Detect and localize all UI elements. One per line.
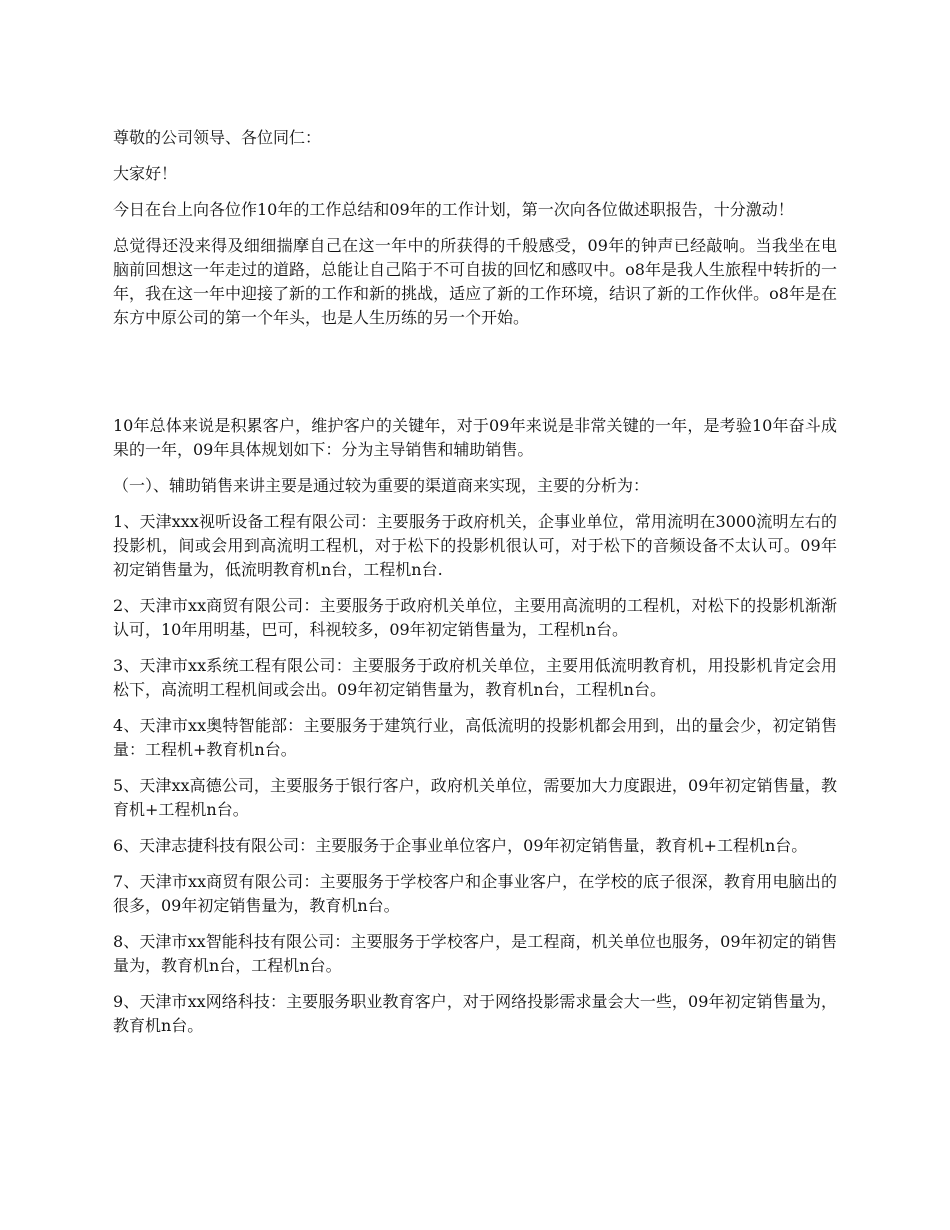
list-item: 2、天津市xx商贸有限公司：主要服务于政府机关单位，主要用高流明的工程机，对松下的投影机渐渐认可，10年用明基，巴可，科视较多，09年初定销售量为，工程机n台。 — [113, 596, 837, 639]
list-item: 8、天津市xx智能科技有限公司：主要服务于学校客户，是工程商，机关单位也服务，09年初定的销售量为，教育机n台，工程机n台。 — [113, 932, 837, 975]
document-body — [113, 126, 837, 1050]
salutation-line: 大家好！ — [113, 164, 178, 183]
list-item: 7、天津市xx商贸有限公司：主要服务于学校客户和企事业客户，在学校的底子很深，教育用电脑出的很多，09年初定销售量为，教育机n台。 — [113, 872, 837, 915]
section-one-heading: （一）、辅助销售来讲主要是通过较为重要的渠道商来实现，主要的分析为： — [113, 476, 650, 495]
list-item: 3、天津市xx系统工程有限公司：主要服务于政府机关单位，主要用低流明教育机，用投影机肯定会用松下，高流明工程机间或会出。09年初定销售量为，教育机n台，工程机n台。 — [113, 656, 837, 699]
list-item: 5、天津xx高德公司，主要服务于银行客户，政府机关单位，需要加大力度跟进，09年初定销售量，教育机+工程机n台。 — [113, 776, 837, 819]
intro-paragraph: 今日在台上向各位作10年的工作总结和09年的工作计划，第一次向各位做述职报告，十分激动！ — [113, 200, 794, 219]
list-item: 6、天津志捷科技有限公司：主要服务于企事业单位客户，09年初定销售量，教育机+工程机n台。 — [113, 836, 808, 855]
list-item: 4、天津市xx奥特智能部：主要服务于建筑行业，高低流明的投影机都会用到，出的量会少，初定销售量：工程机+教育机n台。 — [113, 716, 837, 759]
list-item: 1、天津xxx视听设备工程有限公司：主要服务于政府机关，企事业单位，常用流明在3000流明左右的投影机，间或会用到高流明工程机，对于松下的投影机很认可，对于松下的音频设备不太认可。09年初定销售量为，低流明教育机n台，工程机n台. — [113, 512, 837, 579]
reflection-paragraph: 总觉得还没来得及细细揣摩自己在这一年中的所获得的千般感受，09年的钟声已经敲响。当我坐在电脑前回想这一年走过的道路，总能让自己陷于不可自拔的回忆和感叹中。o8年是我人生旅程中转折的一年，我在这一年中迎接了新的工作和新的挑战，适应了新的工作环境，结识了新的工作伙伴。o8年是在东方中原公司的第一个年头，也是人生历练的另一个开始。 — [113, 236, 837, 327]
blank-gap — [113, 342, 837, 414]
list-item: 9、天津市xx网络科技：主要服务职业教育客户，对于网络投影需求量会大一些，09年初定销售量为，教育机n台。 — [113, 992, 837, 1035]
greeting-line: 尊敬的公司领导、各位同仁： — [113, 128, 322, 147]
plan-summary-paragraph: 10年总体来说是积累客户，维护客户的关键年，对于09年来说是非常关键的一年，是考验10年奋斗成果的一年，09年具体规划如下：分为主导销售和辅助销售。 — [113, 416, 837, 459]
